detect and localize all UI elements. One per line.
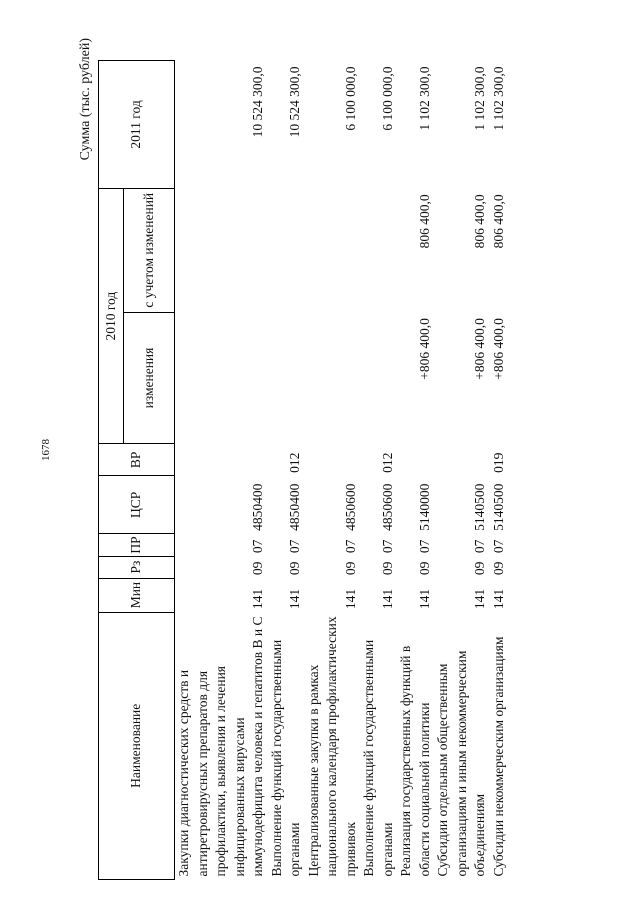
units-caption: Сумма (тыс. рублей): [78, 38, 93, 161]
row-pr-code: 07: [287, 539, 302, 554]
row-name: Субсидии отдельным общественным организациям и иным некоммерческим объединениям: [435, 650, 487, 877]
row-csr-code: 4850400: [287, 483, 302, 531]
row-csr-code: 5140000: [416, 483, 432, 531]
row-vr-code: [434, 444, 490, 476]
row-vr-code: [175, 444, 268, 476]
row-name: Реализация государственных функций в области социальной политики: [398, 645, 432, 877]
row-changes-value: [305, 312, 361, 444]
table-row: [305, 61, 361, 880]
header-year-2011: 2011 год: [99, 61, 175, 189]
header-year-2010: 2010 год: [99, 188, 124, 444]
row-year-2011-value: 6 100 000,0: [379, 66, 395, 131]
row-csr-code: 4850400: [250, 483, 265, 531]
row-rz-code: 09: [379, 561, 395, 576]
row-changes-value: +806 400,0: [472, 318, 487, 380]
row-csr-code: 5140500: [490, 483, 506, 531]
row-pr-code: 07: [379, 539, 395, 554]
row-rz-code: 09: [342, 561, 358, 576]
row-vr-code: 012: [379, 452, 395, 473]
table-body: [175, 61, 509, 880]
row-name: Выполнение функций государственными органами: [361, 639, 395, 877]
row-with-changes-value: [268, 188, 305, 312]
row-changes-value: [268, 312, 305, 444]
table-row: [434, 61, 490, 880]
row-with-changes-value: [305, 188, 361, 312]
row-rz-code: 09: [472, 561, 487, 576]
table-row: [397, 61, 434, 880]
row-changes-value: [360, 312, 397, 444]
row-rz-code: 09: [250, 561, 265, 576]
page-number: 1678: [40, 439, 52, 461]
row-changes-value: +806 400,0: [490, 318, 506, 380]
row-with-changes-value: 806 400,0: [490, 194, 506, 249]
row-with-changes-value: [360, 188, 397, 312]
row-rz-code: 09: [416, 561, 432, 576]
row-with-changes-value: [175, 188, 268, 312]
row-pr-code: 07: [490, 539, 506, 554]
row-name: Закупки диагностических средств и антиретровирусных препаратов для профилактики, выявления и лечения инфицированных вирусами иммунодефицита человека и гепатитов В и С: [176, 616, 265, 877]
row-pr-code: 07: [416, 539, 432, 554]
row-name: Субсидии некоммерческим организациям: [490, 636, 506, 877]
table-row: [268, 61, 305, 880]
row-year-2011-value: 1 102 300,0: [472, 66, 487, 131]
row-year-2011-value: 6 100 000,0: [342, 66, 358, 131]
row-min-code: 141: [490, 588, 506, 610]
row-pr-code: 07: [250, 539, 265, 554]
header-pr: ПР: [99, 534, 175, 556]
row-min-code: 141: [416, 588, 432, 610]
row-year-2011-value: 1 102 300,0: [416, 66, 432, 131]
row-name: Выполнение функций государственными органами: [268, 639, 302, 877]
row-vr-code: [305, 444, 361, 476]
row-csr-code: 4850600: [342, 483, 358, 531]
row-csr-code: 4850600: [379, 483, 395, 531]
table-row: [490, 61, 509, 880]
row-rz-code: 09: [287, 561, 302, 576]
row-vr-code: [397, 444, 434, 476]
row-year-2011-value: 10 524 300,0: [250, 66, 265, 138]
row-rz-code: 09: [490, 561, 506, 576]
row-min-code: 141: [472, 588, 487, 610]
row-pr-code: 07: [342, 539, 358, 554]
row-vr-code: 012: [287, 452, 302, 473]
header-min: Мин: [99, 578, 175, 612]
row-pr-code: 07: [472, 539, 487, 554]
row-min-code: 141: [287, 588, 302, 610]
row-name: Централизованные закупки в рамках национального календаря профилактических прививок: [305, 616, 358, 877]
table-header: [99, 61, 175, 880]
table-row: [175, 61, 268, 880]
header-rz: Рз: [99, 556, 175, 578]
row-year-2011-value: 10 524 300,0: [287, 66, 302, 138]
header-name: Наименование: [99, 612, 175, 879]
row-changes-value: [175, 312, 268, 444]
table-row: [360, 61, 397, 880]
header-changes: изменения: [124, 312, 175, 444]
rotated-content: [40, 20, 600, 880]
header-csr: ЦСР: [99, 476, 175, 534]
budget-table: [98, 60, 508, 880]
row-min-code: 141: [250, 588, 265, 610]
header-vr: ВР: [99, 444, 175, 476]
row-changes-value: +806 400,0: [416, 318, 432, 380]
row-with-changes-value: 806 400,0: [472, 194, 487, 249]
row-year-2011-value: 1 102 300,0: [490, 66, 506, 131]
row-csr-code: 5140500: [472, 483, 487, 531]
row-min-code: 141: [379, 588, 395, 610]
row-vr-code: 019: [490, 452, 506, 473]
row-with-changes-value: 806 400,0: [416, 194, 432, 249]
header-with-changes: с учетом изменений: [124, 188, 175, 312]
row-min-code: 141: [342, 588, 358, 610]
